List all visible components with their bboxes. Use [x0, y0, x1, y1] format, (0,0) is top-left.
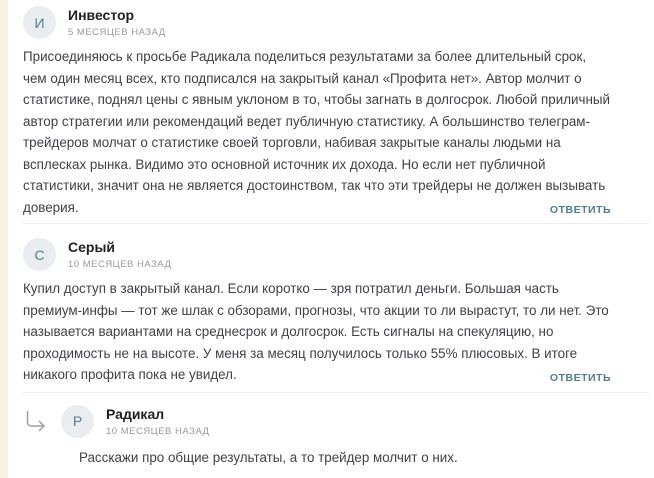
comment-meta: [68, 6, 166, 38]
page-edge-strip: [0, 0, 8, 478]
comment-meta: [106, 405, 209, 437]
avatar: С: [23, 238, 56, 271]
author-name: Серый: [68, 239, 116, 255]
comment-body: [23, 278, 611, 386]
comment-item: [23, 238, 649, 386]
reply-button[interactable]: ОТВЕТИТЬ: [542, 204, 611, 216]
reply-arrow-icon: [23, 410, 48, 437]
comment-item: [23, 6, 649, 218]
comment-text: Присоединяюсь к просьбе Радикала поделиться результатами за более длительный срок, чем один месяц всех, кто подписался на закрытый канал «Профита нет». Автор молчит о статистике, поднял цены с явным уклоном в то, чтобы загнать в долгосрок. Любой приличный автор стратегии или рекомендаций ведет публичную статистику. А большинство телеграм-трейдеров молчат о статистике своей торговли, набивая закрытые каналы людьми на всплесках рынка. Видимо это основной источник их дохода. Но если нет публичной статистики, значит она не является достоинством, так что эти трейдеры не должен вызывать доверия.: [23, 49, 610, 215]
comment-timestamp: 10 МЕСЯЦЕВ НАЗАД: [106, 425, 210, 437]
comments-list: [23, 6, 649, 468]
comment-text: Купил доступ в закрытый канал. Если коротко — зря потратил деньги. Большая часть премиум-инфы — тот же шлак с обзорами, прогнозы, что акции то ли вырастут, то ли нет. Это называется вариантами на среднесрок и долгосрок. Есть сигналы на спекуляцию, но проходимость не на высоте. У меня за месяц получилось только 55% плюсовых. В итоге никакого профита пока не увидел.: [23, 281, 609, 382]
comment-meta: [68, 238, 171, 270]
author-name: Радикал: [106, 405, 165, 422]
comment-item-reply: [23, 405, 649, 469]
comment-timestamp: 10 МЕСЯЦЕВ НАЗАД: [68, 259, 172, 270]
comment-text: Расскажи про общие результаты, а то трейдер молчит о них.: [79, 449, 458, 465]
author-name: Инвестор: [68, 7, 135, 23]
comment-timestamp: 5 МЕСЯЦЕВ НАЗАД: [68, 27, 166, 38]
comment-header: [23, 405, 649, 438]
comment-divider: [23, 392, 649, 393]
reply-button[interactable]: ОТВЕТИТЬ: [542, 372, 611, 384]
comment-divider: [23, 223, 649, 224]
avatar: И: [23, 6, 56, 39]
comment-header: [23, 6, 649, 39]
avatar: Р: [61, 405, 94, 438]
comment-body: [23, 46, 611, 218]
comment-header: [23, 238, 649, 271]
